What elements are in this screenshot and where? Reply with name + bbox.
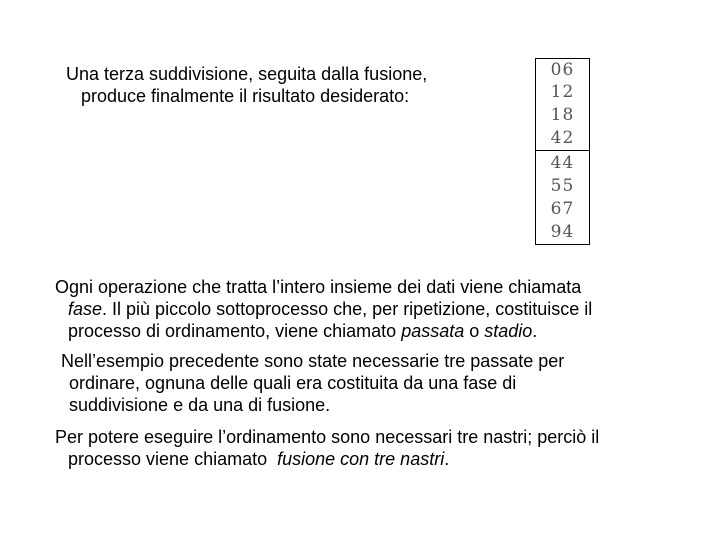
paragraph1-line-1: Ogni operazione che tratta l’intero insieme dei dati viene chiamata	[55, 277, 582, 297]
paragraph3-line-2	[55, 448, 599, 470]
paragraph2-line-2: ordinare, ognuna delle quali era costituita da una fase di	[69, 373, 517, 393]
term-fase: fase	[68, 299, 103, 319]
tape-value: 18	[550, 105, 575, 125]
paragraph3-line-2-end: .	[444, 449, 450, 469]
paragraph1-line-3-mid: o	[464, 321, 485, 341]
term-fusione-tre-nastri: fusione con tre nastri	[277, 449, 445, 469]
tape-value: 94	[550, 222, 575, 242]
term-stadio: stadio	[484, 321, 533, 341]
intro-text	[66, 63, 427, 107]
tape-value: 67	[550, 199, 575, 219]
term-passata: passata	[401, 321, 465, 341]
tape-value: 12	[550, 82, 575, 102]
paragraph1-line-2-rest: . Il più piccolo sottoprocesso che, per ripetizione, costituisce il	[102, 299, 593, 319]
paragraph2-line-3: suddivisione e da una di fusione.	[69, 395, 331, 415]
paragraph3-line-2-start: processo viene chiamato	[68, 449, 278, 469]
paragraph1-line-3-start: processo di ordinamento, viene chiamato	[68, 321, 402, 341]
paragraph2-line-1: Nell’esempio precedente sono state necessarie tre passate per	[61, 351, 565, 371]
intro-line-2: produce finalmente il risultato desiderato:	[81, 86, 410, 106]
tape-run-1	[536, 59, 589, 150]
tape-value: 55	[550, 176, 575, 196]
paragraph1-line-3	[55, 320, 592, 342]
tape-value: 42	[550, 128, 575, 148]
paragraph-phase-definition	[55, 276, 592, 342]
intro-line-1: Una terza suddivisione, seguita dalla fusione,	[66, 64, 428, 84]
paragraph3-line-1: Per potere eseguire l’ordinamento sono necessari tre nastri; perciò il	[55, 427, 600, 447]
sorted-tape	[535, 58, 590, 245]
paragraph-three-tapes	[55, 426, 599, 470]
tape-value: 06	[550, 60, 575, 80]
paragraph1-line-3-end: .	[532, 321, 538, 341]
paragraph1-line-2	[55, 298, 592, 320]
paragraph-example	[61, 350, 564, 416]
tape-value: 44	[550, 153, 575, 173]
tape-run-2	[536, 150, 589, 244]
